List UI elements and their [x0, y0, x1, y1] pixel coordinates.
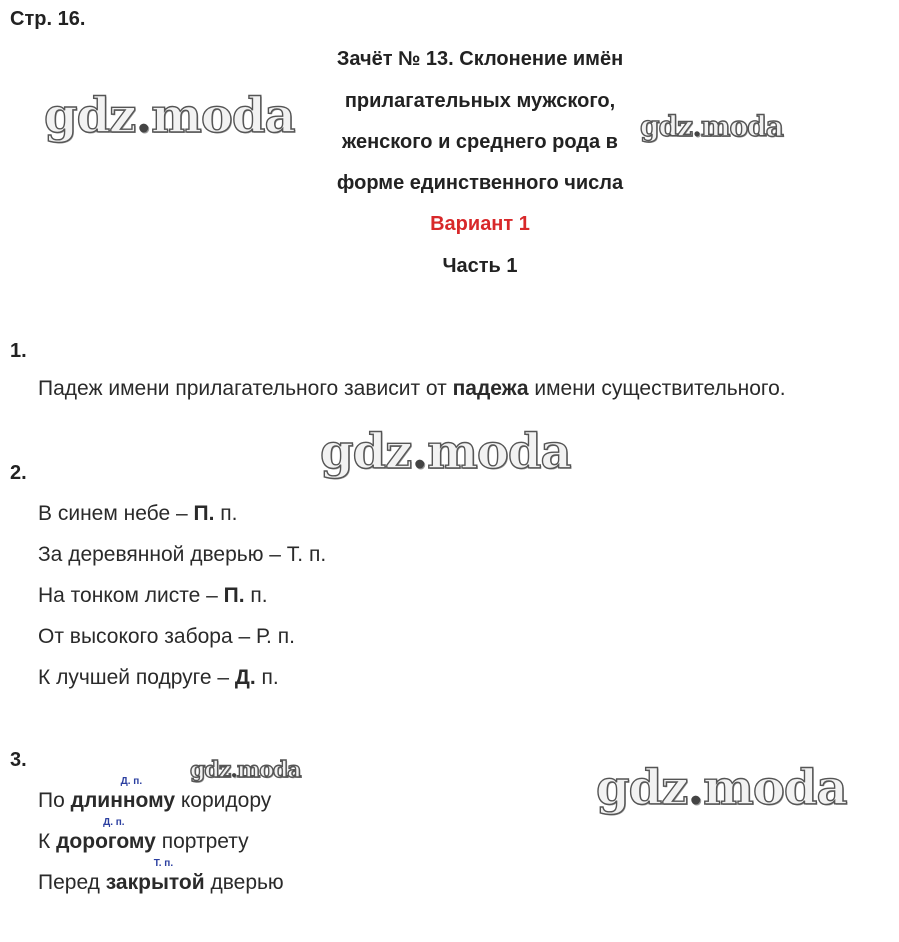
- watermark-logo: gdz.moda: [44, 88, 295, 144]
- phrase: коридору: [175, 789, 272, 812]
- case-label: Д.: [234, 666, 256, 689]
- case-note: Д. п.: [120, 776, 143, 787]
- case-suffix: п.: [244, 584, 268, 607]
- phrase: От высокого забора –: [38, 625, 256, 648]
- task-2-item: [38, 584, 268, 608]
- task-2-item: [38, 666, 279, 690]
- case-note: Т. п.: [153, 858, 174, 869]
- task-1-keyword: падежа: [452, 377, 529, 400]
- watermark-logo: gdz.moda: [596, 760, 847, 816]
- title-line-3: женского и среднего рода в: [342, 131, 618, 153]
- adjective: дорогому Д. п.: [56, 817, 156, 853]
- task-2-item: [38, 543, 326, 567]
- task-2-number: 2.: [10, 462, 27, 484]
- phrase: По: [38, 789, 71, 812]
- task-1-answer: [38, 377, 786, 401]
- title-line-1: Зачёт № 13. Склонение имён: [336, 48, 624, 70]
- title-line-2: прилагательных мужского,: [344, 90, 616, 112]
- phrase: К: [38, 830, 57, 853]
- case-label: Т.: [286, 543, 304, 566]
- case-suffix: п.: [255, 666, 279, 689]
- phrase: К лучшей подруге –: [38, 666, 235, 689]
- phrase: В синем небе –: [38, 502, 194, 525]
- title-line-4: форме единственного числа: [336, 172, 624, 194]
- watermark-logo: gdz.moda: [640, 110, 783, 143]
- phrase: За деревянной дверью –: [38, 543, 287, 566]
- task-3-item: [38, 858, 284, 895]
- task-3-item: [38, 776, 272, 813]
- case-label: Р.: [256, 625, 272, 648]
- task-3-item: [38, 817, 249, 854]
- task-2-item: [38, 625, 295, 649]
- phrase: портрету: [155, 830, 249, 853]
- case-suffix: п.: [303, 543, 327, 566]
- case-note: Д. п.: [103, 817, 125, 828]
- adjective: закрытой Т. п.: [105, 858, 205, 894]
- case-suffix: п.: [214, 502, 238, 525]
- task-2-item: [38, 502, 237, 526]
- page-label: Стр. 16.: [10, 8, 86, 30]
- adjective: длинному Д. п.: [70, 776, 176, 812]
- case-suffix: п.: [271, 625, 295, 648]
- phrase: дверью: [204, 871, 284, 894]
- phrase: Перед: [38, 871, 106, 894]
- task-1-text: Падеж имени прилагательного зависит от: [38, 377, 453, 400]
- phrase: На тонком листе –: [38, 584, 224, 607]
- watermark-logo: gdz.moda: [190, 757, 301, 783]
- case-label: П.: [193, 502, 215, 525]
- variant-heading: Вариант 1: [430, 213, 530, 235]
- task-1-text: имени существительного.: [528, 377, 786, 400]
- task-1-number: 1.: [10, 340, 27, 362]
- watermark-logo: gdz.moda: [320, 424, 571, 480]
- part-heading: Часть 1: [442, 255, 518, 277]
- case-label: П.: [223, 584, 245, 607]
- task-3-number: 3.: [10, 749, 27, 771]
